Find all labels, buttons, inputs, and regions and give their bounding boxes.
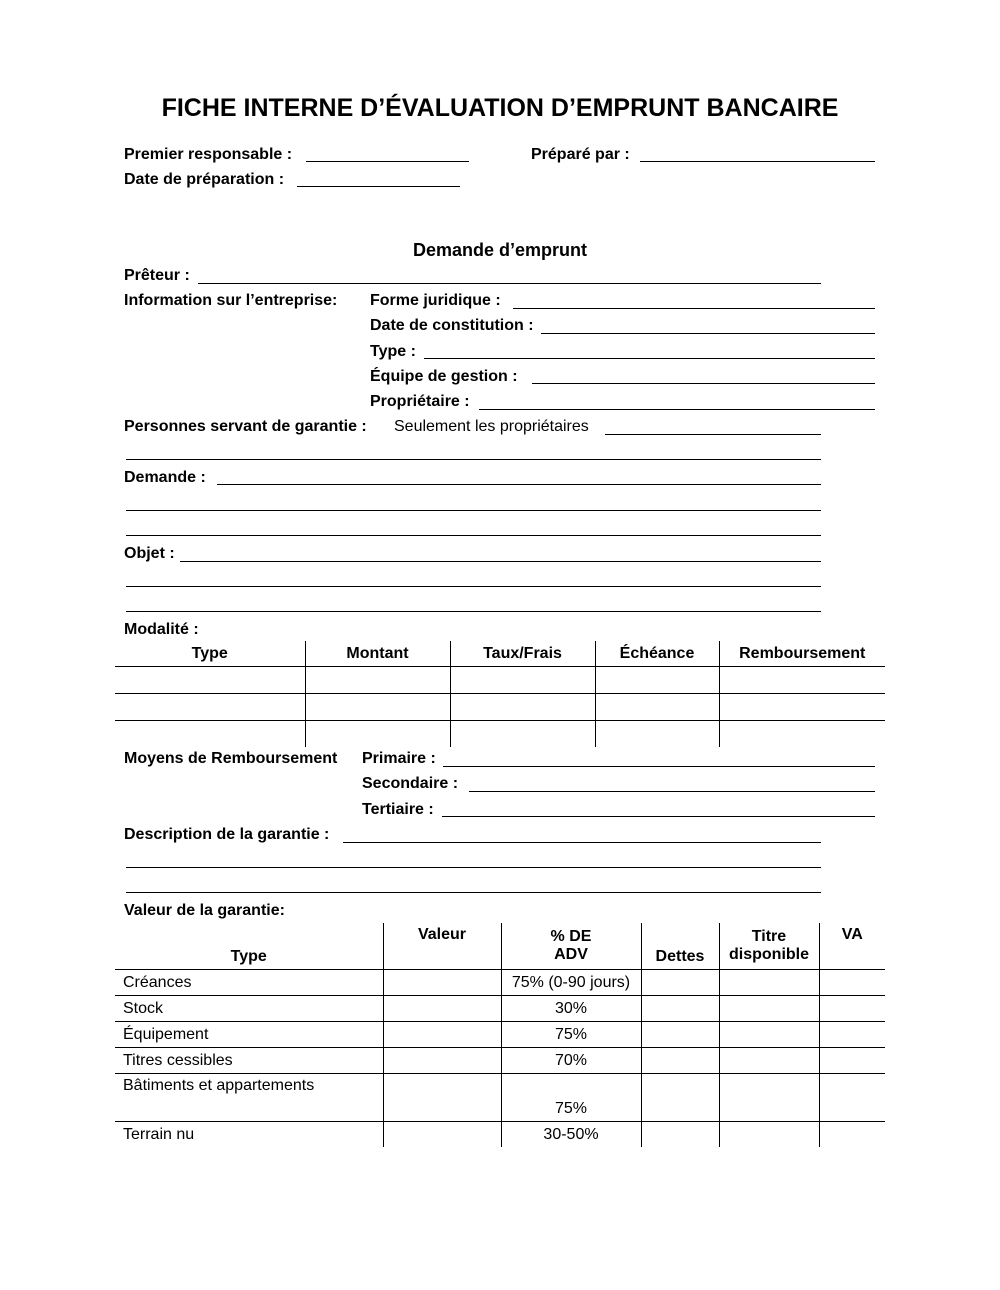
table-cell[interactable]: [719, 970, 819, 996]
table-cell[interactable]: [819, 1074, 885, 1122]
modalite-header-echeance: Échéance: [595, 641, 719, 667]
proprietaire-field[interactable]: [479, 409, 875, 410]
pct-line-1: % DE: [550, 928, 592, 945]
table-cell[interactable]: [115, 694, 305, 721]
valeur-garantie-label: Valeur de la garantie:: [124, 902, 285, 919]
modalite-header-remboursement: Remboursement: [719, 641, 885, 667]
table-row: [115, 667, 885, 694]
table-cell[interactable]: [719, 1048, 819, 1074]
row-type: Terrain nu: [123, 1125, 195, 1143]
table-cell[interactable]: [719, 694, 885, 721]
table-row: [115, 970, 885, 996]
preteur-field[interactable]: [198, 283, 821, 284]
valeur-header-dettes: Dettes: [641, 923, 719, 970]
row-pct: 75%: [501, 1022, 641, 1048]
personnes-garantie-label: Personnes servant de garantie :: [124, 418, 367, 435]
modalite-header-type: Type: [115, 641, 305, 667]
primaire-field[interactable]: [443, 766, 875, 767]
table-cell[interactable]: [641, 970, 719, 996]
tertiaire-label: Tertiaire :: [362, 801, 434, 818]
table-cell[interactable]: [719, 996, 819, 1022]
information-entreprise-label: Information sur l’entreprise:: [124, 292, 338, 309]
moyens-remboursement-label: Moyens de Remboursement: [124, 750, 338, 767]
valeur-header-row: [115, 923, 885, 970]
table-row: [115, 1048, 885, 1074]
secondaire-label: Secondaire :: [362, 775, 459, 792]
table-row: [115, 1074, 885, 1122]
prepare-par-field[interactable]: [640, 161, 875, 162]
table-cell[interactable]: [819, 1048, 885, 1074]
premier-responsable-field[interactable]: [306, 161, 469, 162]
demande-line-3[interactable]: [126, 535, 821, 536]
tertiaire-field[interactable]: [442, 816, 875, 817]
table-cell[interactable]: [819, 1122, 885, 1148]
preteur-label: Prêteur :: [124, 267, 190, 284]
table-cell[interactable]: [819, 996, 885, 1022]
table-cell[interactable]: [641, 996, 719, 1022]
row-type: Équipement: [115, 1022, 383, 1048]
date-constitution-label: Date de constitution :: [370, 317, 534, 334]
equipe-gestion-field[interactable]: [532, 383, 875, 384]
description-garantie-line-3[interactable]: [126, 892, 821, 893]
table-cell[interactable]: [383, 1074, 501, 1122]
row-pct: 75% (0-90 jours): [501, 970, 641, 996]
modalite-table: [115, 641, 885, 747]
row-pct: 30%: [501, 996, 641, 1022]
table-row: [115, 1022, 885, 1048]
table-cell[interactable]: [450, 721, 595, 748]
table-cell[interactable]: [595, 667, 719, 694]
table-cell[interactable]: [719, 667, 885, 694]
section-title: Demande d’emprunt: [412, 240, 588, 260]
page-title: FICHE INTERNE D’ÉVALUATION D’EMPRUNT BANCAIRE: [161, 94, 839, 122]
valeur-table: [115, 923, 885, 1147]
table-cell[interactable]: [595, 721, 719, 748]
table-cell[interactable]: [305, 721, 450, 748]
description-garantie-field[interactable]: [343, 842, 821, 843]
row-type: Bâtiments et appartements: [115, 1074, 383, 1122]
description-garantie-label: Description de la garantie :: [124, 826, 330, 843]
row-pct: 75%: [501, 1074, 641, 1122]
type-field[interactable]: [424, 358, 875, 359]
table-cell[interactable]: [819, 970, 885, 996]
valeur-header-pct: [501, 923, 641, 970]
equipe-gestion-label: Équipe de gestion :: [370, 368, 518, 385]
modalite-header-montant: Montant: [305, 641, 450, 667]
pct-line-2: ADV: [554, 946, 588, 963]
personnes-garantie-line-2[interactable]: [126, 459, 821, 460]
proprietaire-label: Propriétaire :: [370, 393, 470, 410]
table-cell[interactable]: [595, 694, 719, 721]
table-cell[interactable]: [641, 1122, 719, 1148]
titre-line-2: disponible: [729, 946, 809, 963]
table-cell[interactable]: [115, 721, 305, 748]
modalite-header-taux: Taux/Frais: [450, 641, 595, 667]
table-cell[interactable]: [450, 694, 595, 721]
row-pct: 30-50%: [501, 1122, 641, 1148]
titre-line-1: Titre: [751, 928, 787, 945]
table-cell[interactable]: [641, 1022, 719, 1048]
type-label: Type :: [370, 343, 416, 360]
table-row: [115, 996, 885, 1022]
demande-field[interactable]: [217, 484, 821, 485]
table-cell[interactable]: [719, 1022, 819, 1048]
forme-juridique-label: Forme juridique :: [370, 292, 501, 309]
table-cell[interactable]: [641, 1074, 719, 1122]
table-row: [115, 694, 885, 721]
modalite-header-row: [115, 641, 885, 667]
demande-label: Demande :: [124, 469, 206, 486]
description-garantie-line-2[interactable]: [126, 867, 821, 868]
table-cell[interactable]: [383, 1048, 501, 1074]
row-pct: 70%: [501, 1048, 641, 1074]
objet-label: Objet :: [124, 545, 175, 562]
table-cell[interactable]: [305, 667, 450, 694]
valeur-header-va: VA: [819, 923, 885, 970]
valeur-header-valeur: Valeur: [383, 923, 501, 970]
valeur-header-titre: [719, 923, 819, 970]
table-cell[interactable]: [383, 1022, 501, 1048]
valeur-header-type: Type: [115, 923, 383, 970]
table-row: [115, 1122, 885, 1148]
table-cell[interactable]: [305, 694, 450, 721]
table-cell[interactable]: [641, 1048, 719, 1074]
table-cell[interactable]: [719, 1122, 819, 1148]
secondaire-field[interactable]: [469, 791, 875, 792]
table-cell[interactable]: [719, 721, 885, 748]
row-type: Créances: [115, 970, 383, 996]
row-type: Stock: [115, 996, 383, 1022]
objet-line-2[interactable]: [126, 586, 821, 587]
row-type: Titres cessibles: [115, 1048, 383, 1074]
table-row: [115, 721, 885, 748]
prepare-par-label: Préparé par :: [531, 146, 630, 163]
personnes-garantie-field[interactable]: [605, 434, 821, 435]
table-cell[interactable]: [819, 1022, 885, 1048]
forme-juridique-field[interactable]: [513, 308, 875, 309]
objet-field[interactable]: [180, 561, 821, 562]
table-cell[interactable]: [719, 1074, 819, 1122]
table-cell[interactable]: [450, 667, 595, 694]
date-preparation-label: Date de préparation :: [124, 171, 285, 188]
modalite-label: Modalité :: [124, 621, 199, 638]
premier-responsable-label: Premier responsable :: [124, 146, 293, 163]
primaire-label: Primaire :: [362, 750, 436, 767]
table-cell[interactable]: [383, 1122, 501, 1148]
table-cell[interactable]: [115, 667, 305, 694]
seulement-proprietaires-text: Seulement les propriétaires: [394, 418, 589, 435]
date-constitution-field[interactable]: [541, 333, 875, 334]
table-cell[interactable]: [383, 996, 501, 1022]
demande-line-2[interactable]: [126, 510, 821, 511]
table-cell[interactable]: [383, 970, 501, 996]
objet-line-3[interactable]: [126, 611, 821, 612]
date-preparation-field[interactable]: [297, 186, 460, 187]
